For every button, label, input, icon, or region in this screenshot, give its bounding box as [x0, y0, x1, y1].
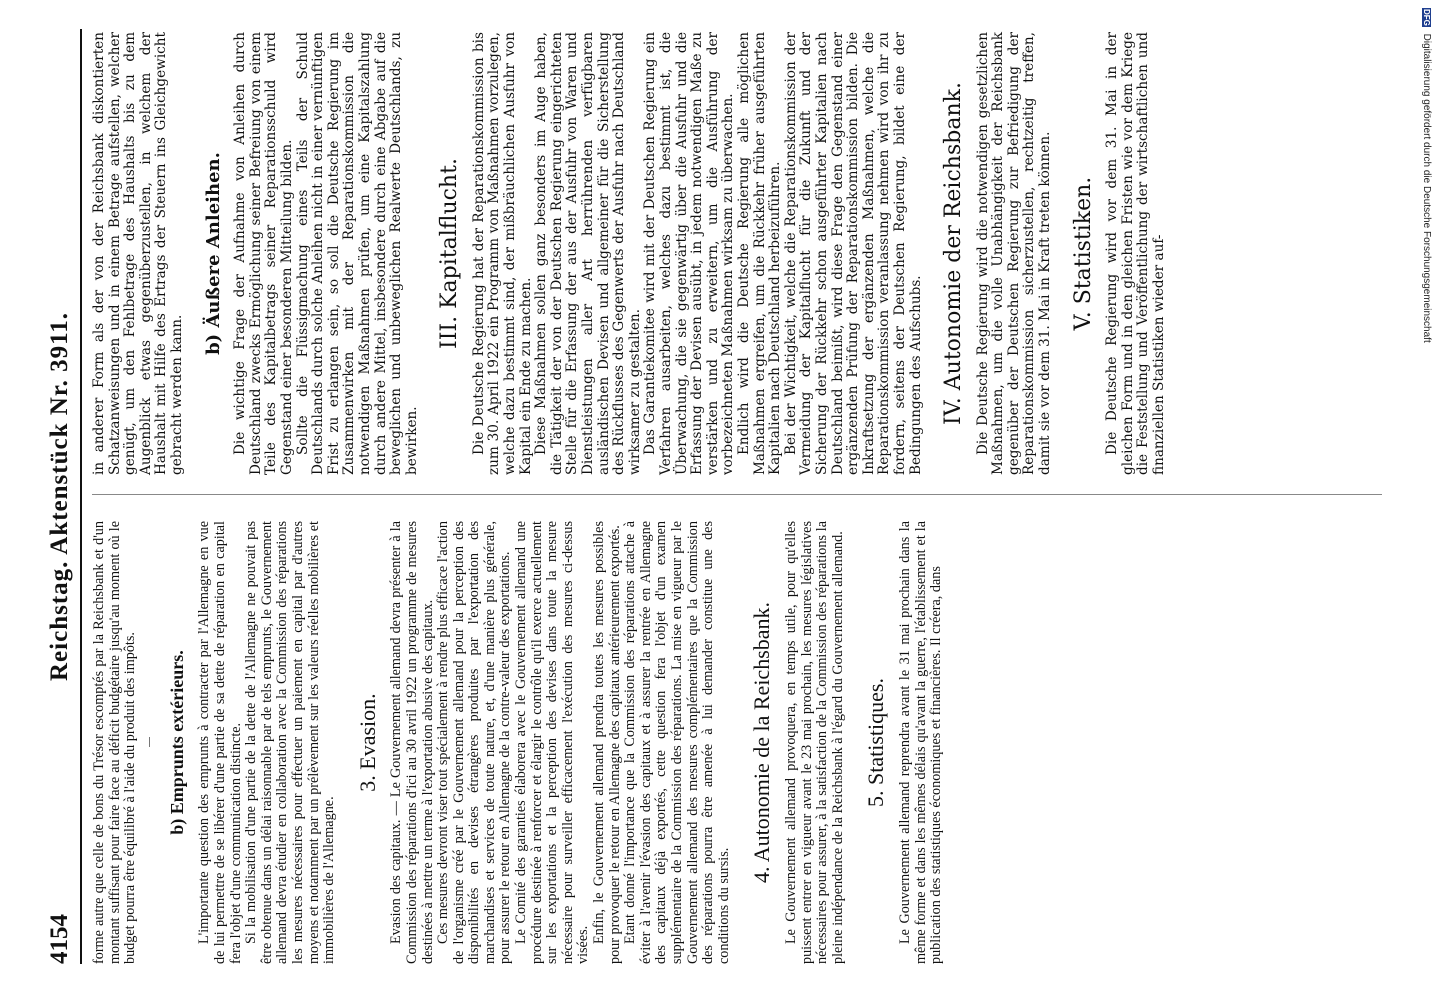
fr-section-5-title: 5. Statistiques. — [863, 678, 889, 807]
page-title: Reichstag. Aktenstück Nr. 3911. — [46, 312, 73, 681]
column-divider — [92, 494, 1382, 495]
de-section-3-title: III. Kapitalflucht. — [437, 158, 463, 349]
french-column — [92, 521, 945, 964]
fr-section-4-title: 4. Autonomie de la Reichsbank. — [749, 601, 775, 884]
fr-section-b-paragraph: L'importante question des emprunts à contracter par l'Allemagne en vue de lui permettre de se libérer d'une partie de sa dette de réparation en capital fera l'objet d'une communication distincte. — [196, 521, 244, 964]
de-section-3-paragraph: Endlich wird die Deutsche Regierung alle möglichen Maßnahmen ergreifen, um die Rückkehr früher ausgeführten Kapitalien nach Deutschland herbeizuführen. — [735, 32, 784, 475]
de-section-b-paragraph: Sollte die Flüssigmachung eines Teils der Schuld Deutschlands durch solche Anleihen nicht in einer vernünftigen Frist zu erlangen sein, so soll die Deutsche Regierung im Zusammenwirken mit der Reparationskommission die notwendigen Maßnahmen prüfen, um eine Kapitalszahlung durch andere Mittel, insbesondere durch eine Abgabe auf die beweglichen und unbeweglichen Realwerte Deutschlands, zu bewirken. — [294, 32, 420, 475]
fr-section-3-title: 3. Evasion. — [354, 693, 380, 792]
digitization-credit — [1418, 8, 1432, 708]
credit-text: Digitalisierung gefördert durch die Deutsche Forschungsgemeinschaft — [1421, 33, 1432, 343]
fr-section-5-paragraph: Le Gouvernement allemand reprendra avant le 31 mai prochain dans la même forme et dans les mêmes délais qu'avant la guerre, l'établissement et la publication des statistiques économiques et financières. Il créera, dans — [896, 521, 945, 964]
fr-section-3-paragraph: Le Comité des garanties élaborera avec le Gouvernement allemand une procédure destinée à renforcer et élargir le contrôle qu'il exerce actuellement sur les exportations et la perception des devises dans toute la mesure nécessaire pour surveiller efficacement l'exécution des mesures ci-dessus visées. — [513, 521, 592, 964]
de-section-4-title: IV. Autonomie der Reichsbank. — [941, 82, 967, 425]
fr-intro: forme autre que celle de bons du Trésor escomptés par la Reichsbank et d'un montant suffisant pour faire face au déficit budgétaire jusqu'au moment où le budget pourra être équilibré à l'aide du produit des impôts. — [91, 521, 139, 964]
page-number: 4154 — [46, 914, 73, 964]
de-section-b-title: b) Äußere Anleihen. — [202, 152, 224, 355]
de-section-b-paragraph: Die wichtige Frage der Aufnahme von Anleihen durch Deutschland zwecks Ermöglichung seiner Befreiung von einem Teile des Kapitalbetrags seiner Reparationsschuld wird Gegenstand einer besonderen Mitteilung bilden. — [232, 32, 295, 475]
divider-mark — [149, 738, 150, 748]
de-section-5-title: V. Statistiken. — [1070, 176, 1096, 331]
de-section-3-paragraph: Bei der Wichtigkeit, welche die Reparationskommission der Vermeidung der Kapitalflucht für die Zukunft und der Sicherung der Rückkehr schon ausgeführter Kapitalien nach Deutschland beimißt, wird diese Frage den Gegenstand einer ergänzenden Prüfung der Reparationskommission bilden. Die Inkraftsetzung der ergänzenden Maßnahmen, welche die Reparationskommission veranlassung nehmen wird von ihr zu fordern, seitens der Deutschen Regierung, bildet eine der Bedingungen des Aufschubs. — [782, 32, 924, 475]
fr-section-3-paragraph: Ces mesures devront viser tout spécialement à rendre plus efficace l'action de l'organisme créé par le Gouvernement allemand pour la perception des disponibilités en devises étrangères produites par l'exportation des marchandises et services de toute nature, et, d'une manière plus générale, pour assurer le retour en Allemagne de la contre-valeur des exportations. — [435, 521, 514, 964]
fr-section-3-paragraph: Enfin, le Gouvernement allemand prendra toutes les mesures possibles pour provoquer le retour en Allemagne des capitaux antérieurement exportés. — [591, 521, 623, 964]
de-intro: in anderer Form als der von der Reichsbank diskontierten Schatzanweisungen und in einem Betrage aufstellen, welcher genügt, um den Fehlbetrage des Haushalts bis zu dem Augenblick etwas gegenüberzustellen, in welchem der Haushalt mit Hilfe des Ertrags der Steuern ins Gleichgewicht gebracht werden kann. — [91, 32, 185, 475]
fr-section-3-paragraph: Evasion des capitaux. — Le Gouvernement allemand devra présenter à la Commission des réparations d'ici au 30 avril 1922 un programme de mesures destinées à mettre un terme à l'exportation abusive des capitaux. — [388, 521, 436, 964]
de-section-3-paragraph: Diese Maßnahmen sollen ganz besonders im Auge haben, die Tätigkeit der von der Deutschen Regierung eingerichteten Stelle für die Erfassung der aus der Ausfuhr von Waren und Dienstleistungen aller Art herrührenden verfügbaren ausländischen Devisen und allgemeiner für die Sicherstellung des Rückflusses des Gegenwerts der Ausfuhr nach Deutschland wirksamer zu gestalten. — [533, 32, 643, 475]
fr-section-b-paragraph: Si la mobilisation d'une partie de la dette de l'Allemagne ne pouvait pas être obtenue dans un délai raisonnable par de tels emprunts, le Gouvernement allemand devra étudier en collaboration avec la Commission des réparations les mesures nécessaires pour effectuer un paiement en capital par d'autres moyens et notamment par un prélèvement sur les valeurs réelles mobilières et immobilières de l'Allemagne. — [243, 521, 338, 964]
fr-section-b-title: b) Emprunts extérieurs. — [166, 650, 187, 835]
fr-section-4-paragraph: Le Gouvernement allemand provoquera, en temps utile, pour qu'elles puissent entrer en vigueur avant le 23 mai prochain, les mesures législatives nécessaires pour assurer, à la satisfaction de la Commission des réparations la pleine indépendance de la Reichsbank à l'égard du Gouvernement allemand. — [782, 521, 846, 964]
de-section-4-paragraph: Die Deutsche Regierung wird die notwendigen gesetzlichen Maßnahmen, um die volle Unabhängigkeit der Reichsbank gegenüber der Deutschen Regierung zur Befriedigung der Reparationskommission sicherzustellen, rechtzeitig treffen, damit sie vor dem 31. Mai in Kraft treten können. — [974, 32, 1054, 475]
german-column — [92, 32, 1168, 475]
de-section-3-paragraph: Das Garantiekomitee wird mit der Deutschen Regierung ein Verfahren ausarbeiten, welches dazu bestimmt ist, die Überwachung, die sie gegenwärtig über die Ausfuhr und die Erfassung der Devisen ausübt, in jedem notwendigen Maße zu verstärken und zu erweitern, um die Ausführung der vorbezeichneten Maßnahmen wirksam zu überwachen. — [642, 32, 737, 475]
de-section-5-paragraph: Die Deutsche Regierung wird vor dem 31. Mai in der gleichen Form und in den gleichen Fristen wie vor dem Kriege die Feststellung und Veröffentlichung der wirtschaftlichen und finanziellen Statistiken wieder auf- — [1104, 32, 1168, 475]
fr-section-3-paragraph: Etant donné l'importance que la Commission des réparations attache à éviter à l'avenir l'évasion des capitaux et à assurer la rentrée en Allemagne des capitaux déjà exportés, cette question fera l'objet d'un examen supplémentaire de la Commission des réparations. La mise en vigueur par le Gouvernement allemand des mesures complémentaires que la Commission des réparations pourra être amenée à lui demander constitue une des conditions du sursis. — [622, 521, 732, 964]
page-header — [46, 29, 82, 964]
dfg-logo: DFG — [1422, 9, 1431, 26]
de-section-3-paragraph: Die Deutsche Regierung hat der Reparationskommission bis zum 30. April 1922 ein Programm von Maßnahmen vorzulegen, welche dazu bestimmt sind, der mißbräuchlichen Ausfuhr von Kapital ein Ende zu machen. — [470, 32, 534, 475]
